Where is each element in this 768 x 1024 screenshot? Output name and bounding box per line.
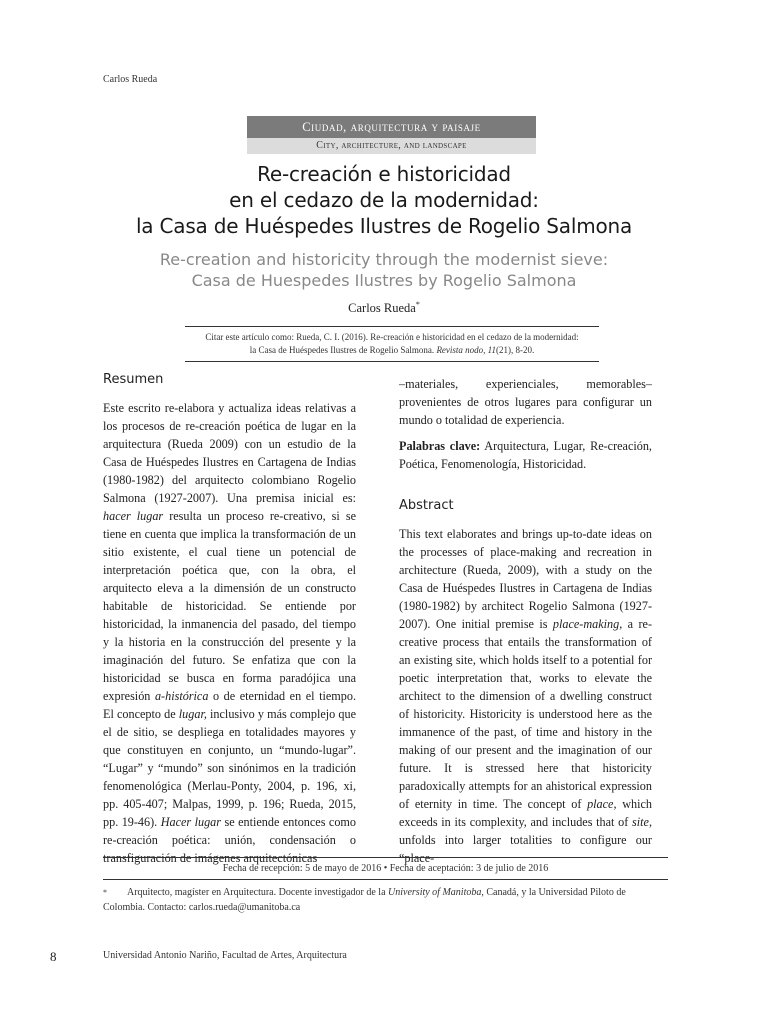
title-line: la Casa de Huéspedes Ilustres de Rogelio Salmona (135, 214, 633, 238)
author-name: Carlos Rueda (348, 301, 416, 316)
column-left (103, 371, 356, 867)
running-head: Carlos Rueda (103, 74, 158, 85)
journal-name: Revista nodo, 11 (436, 345, 497, 355)
footnote-mark: * (103, 888, 107, 897)
keywords (399, 437, 652, 473)
author-byline (0, 300, 768, 316)
author-footnote: * Arquitecto, magíster en Arquitectura. Docente investigador de la University of Manitoba, Canadá, y la Universidad Piloto de Colombia. Contacto: carlos.rueda@umanitoba.ca (103, 887, 626, 913)
resumen-body: Este escrito re-elabora y actualiza ideas relativas a los procesos de re-creación poética de lugar en la arquitectura (Rueda 2009) con un estudio de la Casa de Huéspedes Ilustres en Cartagena de Indias (1980-1982) del arquitecto colombiano Rogelio Salmona (1927-2007). Una premisa inicial es: hacer lugar resulta un proceso re-creativo, si se tiene en cuenta que implica la transformación de un sitio existente, el cual tiene un potencial de interpretación poética que, con la obra, el arquitecto eleva a la dimensión de un constructo habitable de historicidad. Se entiende por historicidad, la inmanencia del pasado, del tiempo y la historia en la construcción del presente y la imaginación del futuro. Se enfatiza que con la historicidad se busca en forma paradójica una expresión a-histórica o de eternidad en el tiempo. El concepto de lugar, inclusivo y más complejo que el de sitio, se despliega en totalidades mayores y que constituyen en conjunto, un “mundo-lugar”. “Lugar” y “mundo” son sinónimos en la tradición fenomenológica (Merlau-Ponty, 2004, p. 196, xi, pp. 405-407; Malpas, 1999, p. 196; Rueda, 2015, pp. 19-46). Hacer lugar se entiende entonces como re-creación poética: unión, condensación o transfiguración de imágenes arquitectónicas (103, 401, 356, 865)
citation-line-2: la Casa de Huéspedes Ilustres de Rogelio Salmona. Revista nodo, 11(21), 8-20. (249, 345, 535, 355)
reception-dates: Fecha de recepción: 5 de mayo de 2016 • Fecha de aceptación: 3 de julio de 2016 (103, 857, 668, 880)
abstract-body: This text elaborates and brings up-to-date ideas on the processes of place-making and recreation in architecture (Rueda, 2009), with a study on the Casa de Huéspedes Ilustres in Cartagena de Indias (1980-1982) by architect Rogelio Salmona (1927-2007). One initial premise is place-making, a re-creative process that entails the transformation of an existing site, which holds itself to a potential for poetic interpretation that, works to elevate the architect to the dimension of a dwelling construct of historicity. Historicity is understood here as the immanence of the past, of time and history in the making of our present and the imagination of our future. It is stressed here that historicity paradoxically attempts for an ahistorical expression of eternity in time. The concept of place, which exceeds in its complexity, and includes that of site, unfolds into larger totalities to configure our “place- (399, 527, 652, 865)
keywords-text: Arquitectura, Lugar, Re-creación, Poética, Fenomenología, Historicidad. (399, 439, 652, 471)
citation-box (185, 326, 599, 362)
page-number: 8 (50, 949, 57, 964)
title-en-line: Casa de Huespedes Ilustres by Rogelio Salmona (191, 271, 577, 290)
citation-line-1: Citar este artículo como: Rueda, C. I. (2016). Re-creación e historicidad en el cedazo de la modernidad: (205, 332, 579, 342)
title-line: en el cedazo de la modernidad: (229, 188, 539, 212)
abstract-heading: Abstract (399, 498, 454, 513)
column-right (399, 375, 652, 867)
title-line: Re-creación e historicidad (257, 162, 511, 186)
title-en-line: Re-creation and historicity through the modernist sieve: (159, 250, 609, 269)
article-title-english (60, 249, 708, 291)
footer-institution: Universidad Antonio Nariño, Facultad de Artes, Arquitectura (103, 950, 347, 961)
section-sublabel: City, architecture, and landscape (247, 138, 536, 154)
keywords-label: Palabras clave: (399, 439, 481, 453)
resumen-continuation: –materiales, experienciales, memorables– provenientes de otros lugares para configurar un mundo o totalidad de experiencia. (399, 377, 652, 427)
article-title (60, 161, 708, 239)
author-footnote-mark: * (415, 300, 420, 309)
section-banner: Ciudad, arquitectura y paisaje (247, 116, 536, 138)
resumen-heading: Resumen (103, 372, 164, 387)
